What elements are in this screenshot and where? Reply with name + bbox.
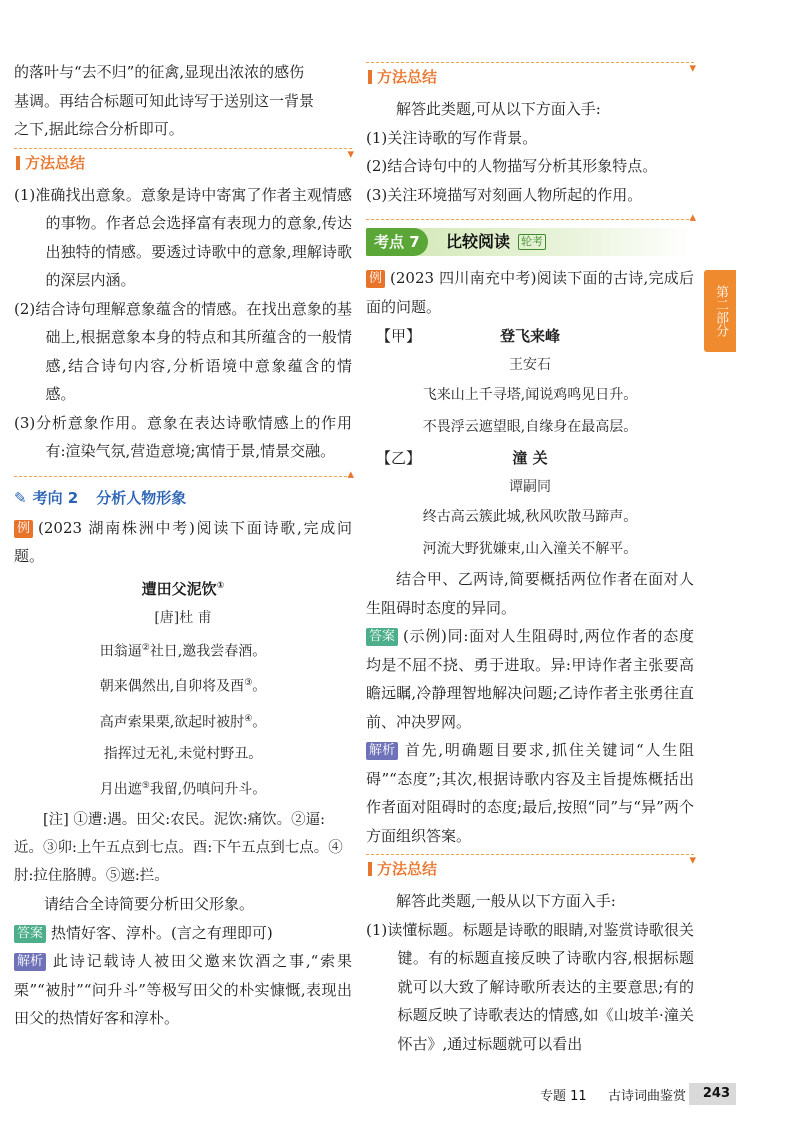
poem-line: 月出遮⑤我留,仍嗔问升斗。 [99,781,267,799]
summary-item: (1)读懂标题。标题是诗歌的眼睛,对鉴赏诗歌很关键。有的标题直接反映了诗歌内容,根据标题就可以大致了解诗歌所表达的主要意思;有的标题反映了诗歌表达的情感,如《山坡羊·潼关怀古》,通过标题就可以看出 [366,920,694,1053]
answer-badge: 答案 [366,628,398,646]
intro-line: 之下,据此综合分析即可。 [14,120,184,138]
summary-mark-icon [368,862,372,876]
example-intro: 例 (2023 四川南充中考)阅读下面的古诗,完成后面的问题。 [366,269,694,316]
poem-line: 高声索果栗,欲起时被肘④。 [99,713,267,731]
summary-item: (3)关注环境描写对刻画人物所起的作用。 [366,185,643,204]
summary-label: 方法总结 [377,860,438,878]
poem-a-author: 王安石 [509,357,551,373]
summary-item: (1)关注诗歌的写作背景。 [366,128,538,147]
method-summary-footer [366,209,696,225]
arrow-down-icon: ▾ [347,146,354,162]
summary-item: (3)分析意象作用。意象在表达诗歌情感上的作用有:渲染气氛,营造意境;寓情于景,情景交融。 [14,413,352,460]
kaodian-title: 比较阅读 [446,232,511,251]
footer-subject: 古诗词曲鉴赏 [608,1089,687,1104]
poem-title: 遭田父泥饮① [141,579,225,598]
arrow-up-icon: ▴ [347,466,354,482]
question: 请结合全诗简要分析田父形象。 [44,895,255,914]
poem-line: 不畏浮云遮望眼,自缘身在最高层。 [422,419,638,435]
summary-item: (2)结合诗句中的人物描写分析其形象特点。 [366,157,658,175]
kaoxiang-heading [14,487,352,508]
example-badge: 例 [14,520,33,538]
method-summary-header [14,148,352,177]
poem-line: 飞来山上千寻塔,闻说鸡鸣见日升。 [422,387,638,403]
poem-a-title: 登飞来峰 [499,327,560,345]
answer: 答案 热情好客、淳朴。(言之有理即可) [14,919,352,948]
right-column [366,58,694,1058]
method-summary-footer [14,466,354,482]
summary-item: (2)结合诗句理解意象蕴含的情感。在找出意象的基础上,根据意象本身的特点和其所蕴含的一般情感,结合诗句内容,分析语境中意象蕴含的情感。 [14,299,352,403]
poem-author: [唐]杜 甫 [154,609,212,626]
answer: 答案 (示例)同:面对人生阻碍时,两位作者的态度均是不屈不挠、勇于进取。异:甲诗作者主张要高瞻远瞩,冷静理智地解决问题;乙诗作者主张勇往直前、冲决罗网。 [366,627,694,731]
pen-icon: ✎ [14,488,27,507]
section-tab: 第二部分 [704,270,736,352]
footer-topic: 专题 11 [540,1089,587,1104]
example-intro [14,514,352,571]
question: 结合甲、乙两诗,简要概括两位作者在面对人生阻碍时态度的异同。 [366,570,694,617]
arrow-up-icon: ▴ [689,210,696,225]
intro-line: 基调。再结合标题可知此诗写于送别这一背景 [14,91,315,110]
poem-b-author: 谭嗣同 [509,479,551,495]
kaodian-tag: 轮考 [518,234,546,250]
poem-line: 河流大野犹嫌束,山入潼关不解平。 [422,541,638,557]
intro-line: 的落叶与“去不归”的征禽,显现出浓浓的感伤 [14,63,305,81]
kaodian-heading [366,228,694,256]
poem-b-header [366,443,694,473]
analysis: 解析 此诗记载诗人被田父邀来饮酒之事,“索果栗”“被肘”“问升斗”等极写田父的朴实慷慨,表现出田父的热情好客和淳朴。 [14,952,352,1028]
poem-notes: [注] ①遭:遇。田父:农民。泥饮:痛饮。②逼:近。③卯:上午五点到七点。酉:下午五点到七点。④肘:拉住胳膊。⑤遮:拦。 [14,812,343,885]
summary-item: (1)准确找出意象。意象是诗中寄寓了作者主观情感的事物。作者总会选择富有表现力的意象,传达出独特的情感。要透过诗歌中的意象,理解诗歌的深层内涵。 [14,185,352,289]
summary-label: 方法总结 [377,68,438,86]
example-text: (2023 湖南株洲中考)阅读下面诗歌,完成问题。 [14,518,352,565]
example-badge: 例 [366,270,385,288]
analysis: 解析 首先,明确题目要求,抓住关键词“人生阻碍”“态度”;其次,根据诗歌内容及主旨提炼概括出作者面对阻碍时的态度;最后,按照“同”与“异”两个方面组织答案。 [366,741,694,845]
poem-b-label: 【乙】 [376,449,422,467]
page-number: 243 [689,1083,736,1105]
poem-line: 终古高云簇此城,秋风吹散马蹄声。 [422,509,638,525]
kaodian-number: 考点 7 [366,228,428,256]
poem-line: 朝来偶然出,自卯将及酉③。 [99,678,267,695]
poem-a-header [366,321,694,351]
poem-line: 田翁逼②社日,邀我尝春酒。 [99,642,267,660]
analysis-badge: 解析 [366,742,398,760]
summary-label: 方法总结 [25,153,86,172]
method-summary-header [366,62,694,91]
summary-lead: 解答此类题,可从以下方面入手: [396,100,601,118]
summary-lead: 解答此类题,一般从以下方面入手: [396,892,616,910]
page-footer [540,1083,736,1105]
summary-mark-icon [368,70,372,84]
poem-a-label: 【甲】 [376,327,422,345]
left-column [14,58,352,1033]
kaoxiang-title: 分析人物形象 [96,488,187,507]
analysis-badge: 解析 [14,953,46,971]
arrow-down-icon: ▾ [689,853,696,868]
answer-badge: 答案 [14,925,46,943]
arrow-down-icon: ▾ [689,61,696,76]
method-summary-header [366,854,694,883]
poem-line: 指挥过无礼,未觉村野丑。 [103,746,263,763]
kaoxiang-number: 考向 2 [32,488,79,507]
poem-b-title: 潼 关 [512,449,548,467]
summary-mark-icon [16,156,20,170]
